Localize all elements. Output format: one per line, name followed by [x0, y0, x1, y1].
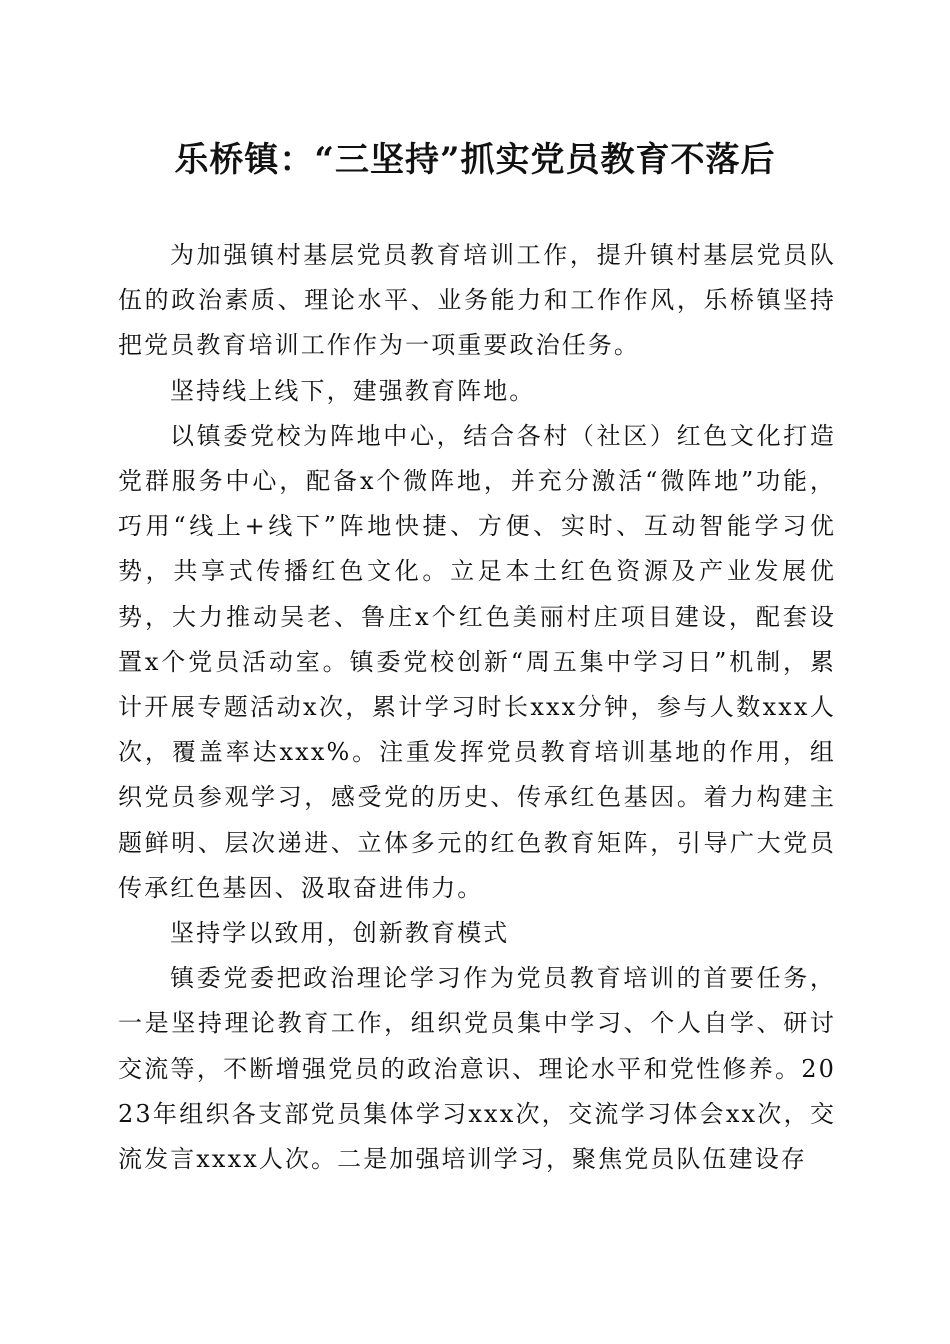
paragraph-heading-online-offline: 坚持线上线下，建强教育阵地。 [170, 376, 536, 405]
document-title: 乐桥镇：“三坚持”抓实党员教育不落后 [174, 140, 776, 180]
document-body [118, 233, 836, 1182]
paragraph-education-base: 以镇委党校为阵地中心，结合各村（社区）红色文化打造党群服务中心，配备x个微阵地，并充分激活“微阵地”功能，巧用“线上+线下”阵地快捷、方便、实时、互动智能学习优势，共享式传播红色文化。立足本土红色资源及产业发展优势，大力推动吴老、鲁庄x个红色美丽村庄项目建设，配套设置x个党员活动室。镇委党校创新“周五集中学习日”机制，累计开展专题活动x次，累计学习时长xxx分钟，参与人数xxx人次，覆盖率达xxx%。注重发挥党员教育培训基地的作用，组织党员参观学习，感受党的历史、传承红色基因。着力构建主题鲜明、层次递进、立体多元的红色教育矩阵，引导广大党员传承红色基因、汲取奋进伟力。 [118, 421, 836, 902]
paragraph-heading-practical-learning: 坚持学以致用，创新教育模式 [170, 919, 510, 948]
paragraph-intro: 为加强镇村基层党员教育培训工作，提升镇村基层党员队伍的政治素质、理论水平、业务能力和工作作风，乐桥镇坚持把党员教育培训工作作为一项重要政治任务。 [118, 241, 836, 360]
paragraph-theory-study: 镇委党委把政治理论学习作为党员教育培训的首要任务，一是坚持理论教育工作，组织党员集中学习、个人自学、研讨交流等，不断增强党员的政治意识、理论水平和党性修养。2023年组织各支部党员集体学习xxx次，交流学习体会xx次，交流发言xxxx人次。二是加强培训学习，聚焦党员队伍建设存 [118, 964, 836, 1174]
